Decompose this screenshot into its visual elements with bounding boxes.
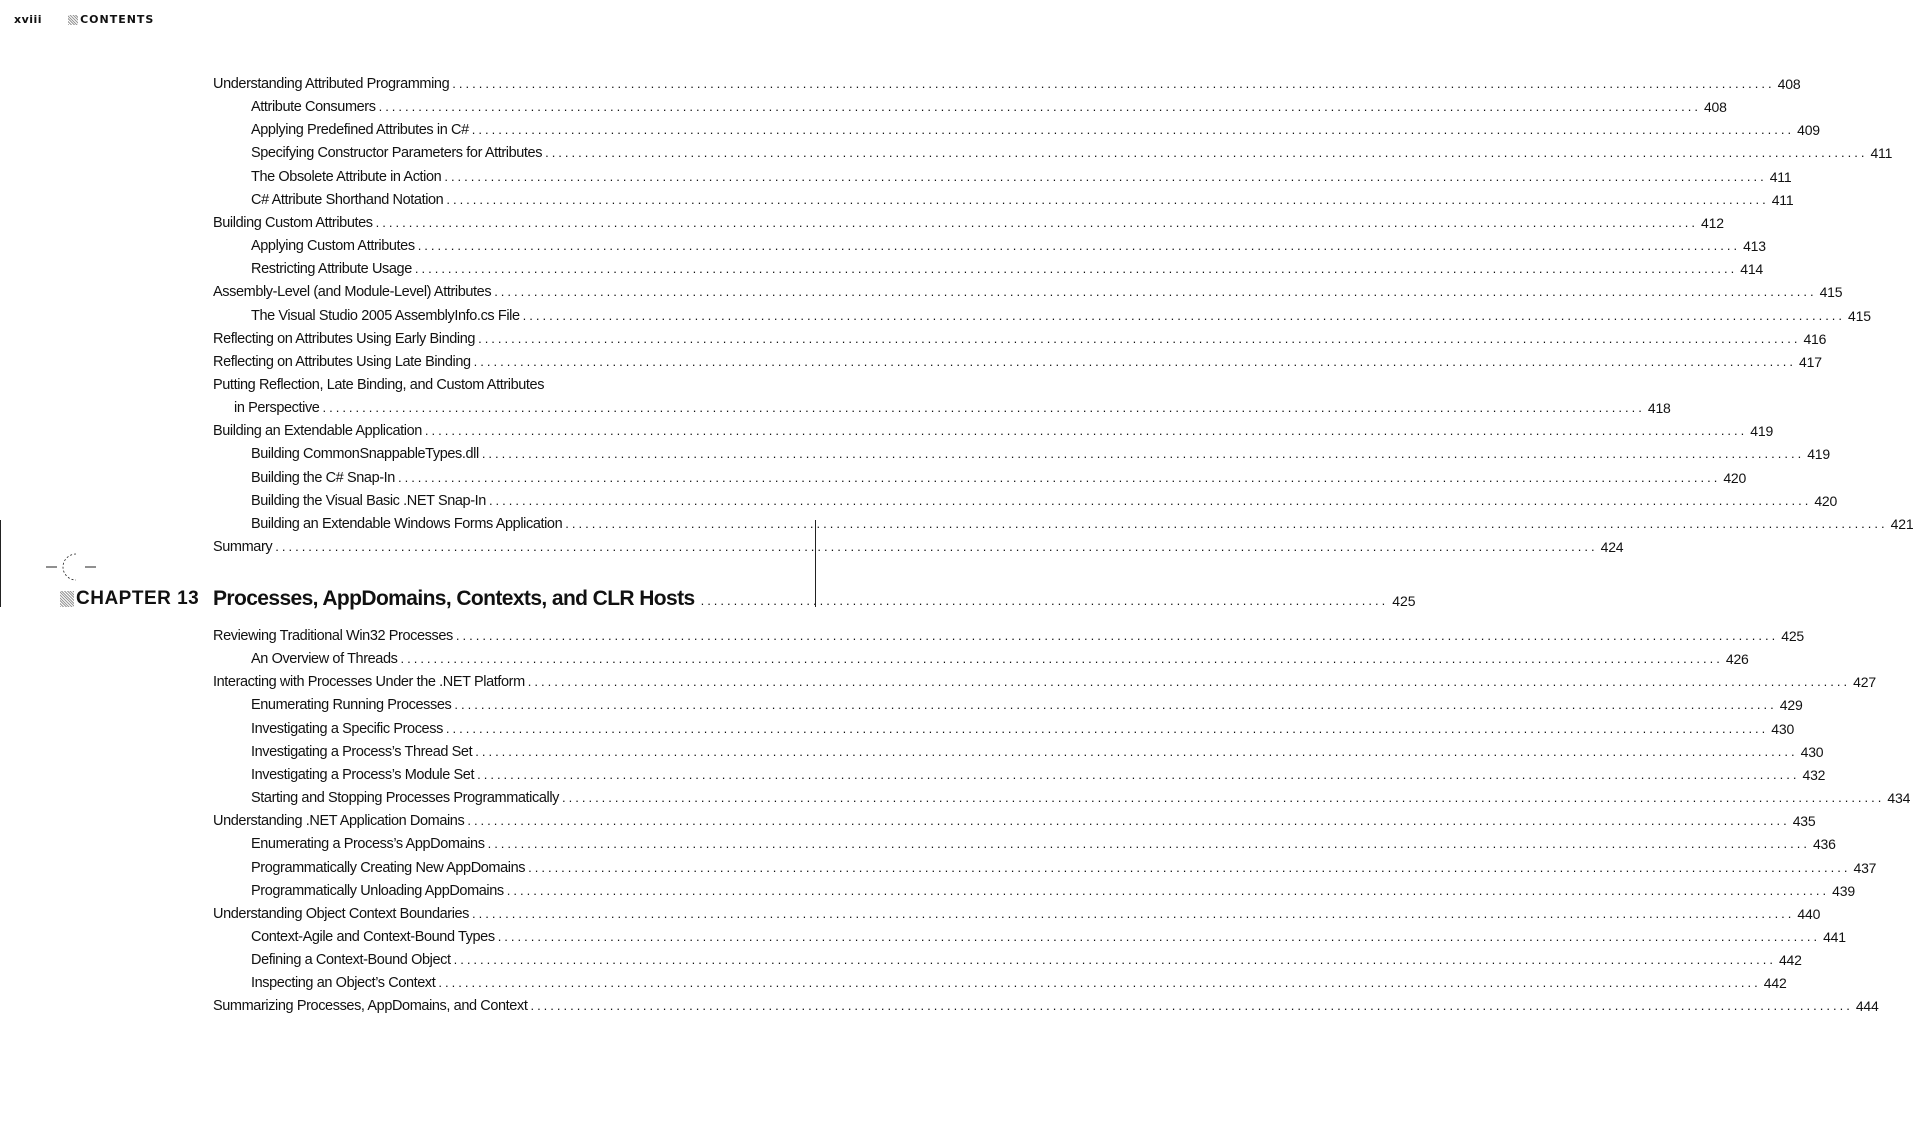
leader-dots: ........................................................................................................................................................................................................	[530, 998, 1853, 1014]
leader-dots: ........................................................................................................................................................................................................	[522, 307, 1846, 323]
toc-entry-title: Building CommonSnappableTypes.dll	[251, 446, 479, 463]
leader-dots: ........................................................................................................................................................................................................	[400, 651, 1723, 667]
toc-entry[interactable]	[213, 351, 1822, 371]
toc-entry-title: Building an Extendable Application	[213, 423, 422, 440]
toc-entry[interactable]	[213, 995, 1879, 1015]
leader-dots: ........................................................................................................................................................................................................	[275, 539, 1598, 554]
leader-dots: ........................................................................................................................................................................................................	[452, 76, 1775, 91]
toc-entry-page: 421	[1890, 515, 1913, 532]
toc-entry-page: 432	[1802, 766, 1826, 783]
toc-entry[interactable]	[251, 443, 1830, 463]
toc-entry-title: Applying Predefined Attributes in C#	[251, 122, 469, 139]
toc-entry-page: 409	[1797, 122, 1820, 139]
leader-dots: ........................................................................................................................................................................................................	[455, 628, 1779, 643]
toc-entry-title: Restricting Attribute Usage	[251, 261, 412, 278]
toc-entry-page: 429	[1779, 697, 1803, 714]
toc-entry-title: Reviewing Traditional Win32 Processes	[213, 628, 453, 644]
toc-entry-page: 418	[1647, 400, 1671, 417]
toc-entry-page: 441	[1823, 928, 1846, 945]
leader-dots: ........................................................................................................................................................................................................	[322, 400, 1645, 416]
toc-entry[interactable]	[213, 328, 1827, 348]
toc-entry-page: 442	[1778, 952, 1802, 969]
leader-dots: ........................................................................................................................................................................................................	[497, 928, 1821, 944]
leader-dots: ........................................................................................................................................................................................................	[475, 743, 1798, 759]
toc-entry-title: Interacting with Processes Under the .NET Platform	[213, 674, 525, 691]
toc-entry-page: 434	[1887, 790, 1911, 807]
toc-entry-title: Putting Reflection, Late Binding, and Custom Attributes	[213, 376, 545, 393]
toc-entry-page: 414	[1740, 261, 1764, 278]
toc-entry[interactable]	[213, 281, 1843, 301]
leader-dots: ........................................................................................................................................................................................................	[562, 790, 1885, 806]
toc-entry-page: 417	[1799, 353, 1822, 370]
toc-entry-title: Summary	[213, 539, 273, 555]
hatch-mark-icon	[60, 591, 74, 607]
leader-dots: ........................................................................................................................................................................................................	[565, 515, 1888, 531]
chapter-page: 425	[1392, 593, 1416, 609]
toc-entry-page: 437	[1853, 859, 1877, 876]
toc-entry-title: Understanding Attributed Programming	[213, 76, 450, 92]
toc-entry-title: Building an Extendable Windows Forms Application	[251, 515, 563, 532]
chapter-title: Processes, AppDomains, Contexts, and CLR Hosts	[213, 587, 695, 610]
hatch-mark-icon	[68, 15, 78, 25]
toc-entry-page: 439	[1832, 882, 1855, 899]
toc-entry[interactable]	[251, 166, 1792, 186]
leader-dots: ........................................................................................................................................................................................................	[445, 720, 1769, 736]
toc-entry-page: 411	[1771, 191, 1794, 208]
toc-entry-title: Investigating a Process’s Module Set	[251, 766, 475, 783]
registration-mark-icon	[46, 550, 96, 580]
toc-entry-title: Summarizing Processes, AppDomains, and Context	[213, 998, 528, 1015]
toc-entry-title: Building the C# Snap-In	[251, 469, 395, 486]
toc-entry-page: 430	[1800, 743, 1824, 760]
toc-entry[interactable]	[213, 374, 735, 394]
leader-dots: ........................................................................................................................................................................................................	[527, 674, 1851, 690]
toc-entry-title: Applying Custom Attributes	[251, 238, 415, 255]
leader-dots: ........................................................................................................	[700, 593, 1389, 608]
leader-dots: ........................................................................................................................................................................................................	[481, 446, 1805, 462]
chapter-heading[interactable]	[213, 585, 1416, 611]
toc-entry[interactable]	[251, 833, 1836, 853]
leader-dots: ........................................................................................................................................................................................................	[454, 697, 1777, 713]
toc-entry[interactable]	[251, 857, 1877, 877]
leader-dots: ........................................................................................................................................................................................................	[397, 469, 1721, 485]
crop-line-left	[0, 520, 1, 607]
toc-entry-page: 415	[1819, 284, 1843, 301]
toc-entry-title: in Perspective	[234, 400, 320, 417]
toc-entry[interactable]	[251, 142, 1893, 162]
toc-entry[interactable]	[251, 880, 1855, 900]
toc-entry[interactable]	[213, 810, 1816, 830]
toc-entry[interactable]	[213, 671, 1876, 691]
toc-entry-page: 408	[1703, 99, 1727, 116]
toc-entry-title: An Overview of Threads	[251, 651, 398, 668]
toc-entry-title: Understanding .NET Application Domains	[213, 813, 465, 830]
toc-entry-page: 442	[1763, 975, 1787, 992]
toc-entry-title: Investigating a Specific Process	[251, 720, 443, 737]
toc-entry[interactable]	[251, 189, 1794, 209]
toc-entry-page: 411	[1870, 145, 1893, 162]
toc-entry-title: Attribute Consumers	[251, 99, 376, 116]
toc-entry[interactable]	[213, 625, 1805, 645]
toc-entry-page: 436	[1812, 836, 1836, 853]
toc-entry[interactable]	[251, 787, 1911, 807]
toc-entry-title: The Visual Studio 2005 AssemblyInfo.cs File	[251, 307, 520, 324]
toc-entry-title: Programmatically Unloading AppDomains	[251, 882, 504, 899]
toc-entry-page: 408	[1777, 76, 1801, 92]
chapter-label	[60, 588, 199, 610]
leader-dots: ........................................................................................................................................................................................................	[506, 882, 1830, 898]
toc-entry-page: 430	[1771, 720, 1795, 737]
toc-entry[interactable]	[251, 305, 1871, 325]
page-number: xviii	[14, 13, 43, 26]
toc-entry-title: Enumerating Running Processes	[251, 697, 452, 714]
leader-dots: ........................................................................................................................................................................................................	[378, 99, 1701, 115]
leader-dots: ........................................................................................................................................................................................................	[375, 214, 1699, 230]
toc-entry-title: Understanding Object Context Boundaries	[213, 905, 470, 922]
toc-entry-page: 435	[1792, 813, 1816, 830]
leader-dots: ........................................................................................................................................................................................................	[438, 975, 1761, 991]
toc-entry-page: 419	[1807, 446, 1830, 463]
toc-entry[interactable]	[251, 718, 1795, 738]
toc-entry-title: Inspecting an Object’s Context	[251, 975, 436, 992]
toc-entry[interactable]	[213, 212, 1724, 232]
leader-dots: ........................................................................................................................................................................................................	[417, 238, 1741, 254]
toc-entry-title: The Obsolete Attribute in Action	[251, 168, 442, 185]
leader-dots: ........................................................................................................................................................................................................	[453, 952, 1776, 968]
toc-entry-title: Defining a Context-Bound Object	[251, 952, 451, 969]
running-header-title: CONTENTS	[80, 13, 155, 26]
toc-entry[interactable]	[251, 741, 1824, 761]
leader-dots: ........................................................................................................................................................................................................	[494, 284, 1817, 300]
running-header	[14, 13, 154, 26]
toc-entry-page: 444	[1855, 998, 1879, 1015]
leader-dots: ........................................................................................................................................................................................................	[446, 191, 1769, 207]
toc-entry-title: Building Custom Attributes	[213, 214, 373, 231]
toc-entry-title: C# Attribute Shorthand Notation	[251, 191, 444, 208]
toc-entry[interactable]	[213, 903, 1821, 923]
leader-dots: ........................................................................................................................................................................................................	[424, 423, 1748, 439]
toc-entry[interactable]	[251, 648, 1749, 668]
toc-entry-title: Programmatically Creating New AppDomains	[251, 859, 526, 876]
toc-entry[interactable]	[251, 694, 1803, 714]
toc-entry-page: 412	[1701, 214, 1724, 231]
leader-dots: ........................................................................................................................................................................................................	[473, 353, 1797, 369]
chapter-number: CHAPTER 13	[76, 588, 200, 609]
toc-entry-title: Starting and Stopping Processes Programmatically	[251, 790, 560, 807]
leader-dots: ........................................................................................................................................................................................................	[487, 836, 1810, 852]
leader-dots: ........................................................................................................................................................................................................	[478, 330, 1801, 346]
toc-entry[interactable]	[251, 764, 1826, 784]
toc-entry-page: 415	[1848, 307, 1871, 324]
toc-entry-page: 440	[1797, 905, 1821, 922]
toc-entry[interactable]	[251, 926, 1846, 946]
toc-entry-page: 425	[1781, 628, 1805, 644]
toc-entry-title: Assembly-Level (and Module-Level) Attributes	[213, 284, 492, 301]
toc-entry[interactable]	[234, 397, 1671, 417]
toc-entry-title: Building the Visual Basic .NET Snap-In	[251, 492, 486, 509]
toc-entry-page: 424	[1600, 539, 1624, 555]
toc-entry-page: 416	[1803, 330, 1827, 347]
toc-entry-page: 427	[1853, 674, 1876, 691]
toc-entry-title: Reflecting on Attributes Using Early Binding	[213, 330, 476, 347]
toc-entry[interactable]	[213, 73, 1801, 93]
toc-entry-title: Context-Agile and Context-Bound Types	[251, 928, 495, 945]
toc-entry-page: 413	[1743, 238, 1766, 255]
toc-entry[interactable]	[251, 513, 1913, 533]
leader-dots: ........................................................................................................................................................................................................	[444, 168, 1767, 184]
toc-entry-page: 420	[1723, 469, 1747, 486]
leader-dots: ........................................................................................................................................................................................................	[414, 261, 1738, 277]
toc-entry-page: 411	[1769, 168, 1792, 185]
toc-entry-title: Reflecting on Attributes Using Late Binding	[213, 353, 471, 370]
leader-dots: ........................................................................................................................................................................................................	[467, 813, 1790, 829]
toc-entry-page: 420	[1814, 492, 1838, 509]
leader-dots: ........................................................................................................................................................................................................	[545, 145, 1868, 161]
toc-entry[interactable]	[251, 972, 1787, 992]
toc-entry[interactable]	[251, 96, 1727, 116]
toc-entry-title: Enumerating a Process’s AppDomains	[251, 836, 485, 853]
toc-entry[interactable]	[251, 119, 1820, 139]
toc-entry[interactable]	[251, 235, 1766, 255]
leader-dots: ........................................................................................................................................................................................................	[528, 859, 1851, 875]
toc-entry[interactable]	[213, 536, 1624, 556]
toc-entry[interactable]	[251, 467, 1747, 487]
toc-entry[interactable]	[251, 490, 1838, 510]
toc-entry[interactable]	[213, 420, 1774, 440]
toc-entry-page: 426	[1725, 651, 1749, 668]
toc-entry-title: Investigating a Process’s Thread Set	[251, 743, 473, 760]
toc-entry-title: Specifying Constructor Parameters for Attributes	[251, 145, 543, 162]
toc-entry-page: 419	[1750, 423, 1774, 440]
toc-entry[interactable]	[251, 258, 1764, 278]
leader-dots: ........................................................................................................................................................................................................	[488, 492, 1812, 508]
leader-dots: ........................................................................................................................................................................................................	[477, 766, 1800, 782]
leader-dots: ........................................................................................................................................................................................................	[471, 122, 1795, 138]
toc-entry[interactable]	[251, 949, 1802, 969]
leader-dots: ........................................................................................................................................................................................................	[472, 905, 1795, 921]
